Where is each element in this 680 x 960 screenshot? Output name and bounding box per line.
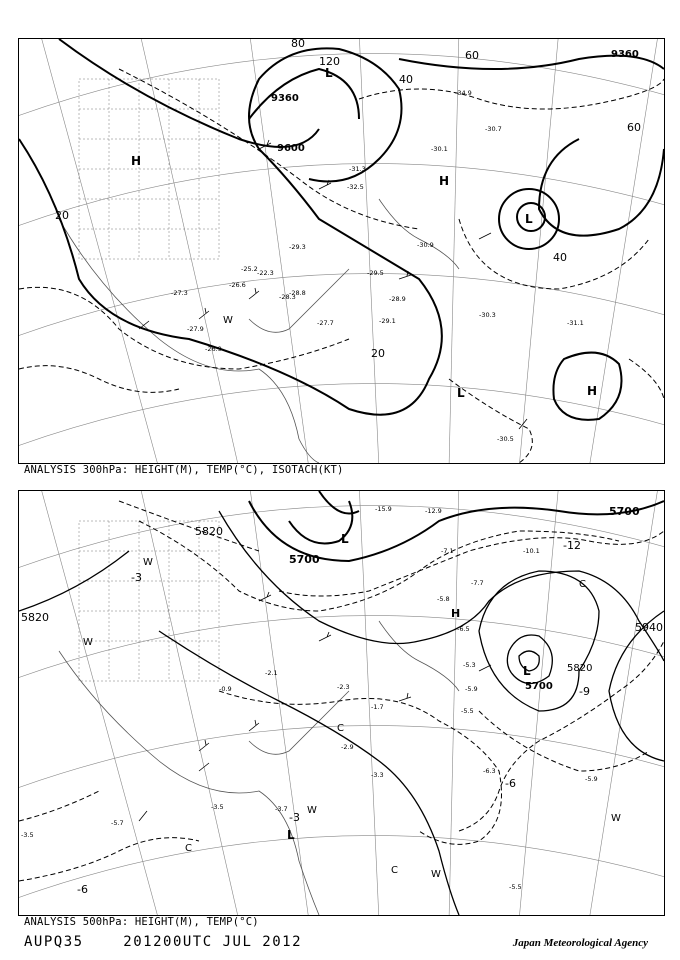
map-300hpa-svg: [19, 39, 664, 463]
low-center: L: [325, 66, 333, 80]
height-label: 5820: [21, 611, 49, 624]
station-temp: -3.7: [275, 805, 288, 813]
temp-value: -31.1: [567, 319, 584, 327]
temp-value: -30.3: [479, 311, 496, 319]
temp-value: -29.3: [289, 243, 306, 251]
caption-300hpa: ANALYSIS 300hPa: HEIGHT(M), TEMP(°C), ISOTACH(KT): [24, 464, 344, 476]
isotach-label: 20: [371, 347, 385, 360]
station-temp: -6.3: [483, 767, 496, 775]
isotach-label: 120: [319, 55, 340, 68]
height-contours-thin: [19, 511, 664, 915]
isotach-label: 40: [399, 73, 413, 86]
high-center: H: [451, 607, 461, 620]
station-temp: -3.3: [371, 771, 384, 779]
height-label: 5700: [289, 553, 320, 566]
analysis-300hpa-map: [18, 38, 665, 464]
warm-center: W: [143, 557, 153, 568]
high-center: H: [587, 384, 598, 398]
temp-value: -28.3: [279, 293, 296, 301]
isotach-label: 60: [627, 121, 641, 134]
temp-value: -30.1: [431, 145, 448, 153]
isotach-label: 80: [291, 39, 305, 50]
coastline: [59, 621, 459, 915]
station-temp: -0.9: [219, 685, 232, 693]
low-center: L: [457, 386, 465, 400]
high-center: H: [131, 154, 142, 168]
valid-time: 201200UTC JUL 2012: [123, 934, 303, 950]
warm-center: W: [307, 805, 317, 816]
station-temp: -15.9: [375, 505, 392, 513]
station-temp: -7.7: [471, 579, 484, 587]
map-500hpa-svg: [19, 491, 664, 915]
temp-value: -27.9: [187, 325, 204, 333]
temp-contour-label: -12: [563, 539, 581, 552]
height-label: 5820: [195, 525, 223, 538]
height-label: 9360: [611, 49, 639, 60]
temp-value: -30.9: [417, 241, 434, 249]
station-temp: -5.9: [465, 685, 478, 693]
low-center: L: [525, 212, 533, 226]
analysis-500hpa-map: [18, 490, 665, 916]
temp-value: -29.5: [367, 269, 384, 277]
temp-contour-label: -3: [131, 571, 142, 584]
low-center: L: [287, 828, 295, 842]
temp-value: -32.5: [347, 183, 364, 191]
height-label: 5820: [567, 663, 593, 674]
land-hatch: [79, 521, 219, 681]
height-label: 5700: [609, 505, 640, 518]
height-label: 9600: [277, 143, 305, 154]
wind-barbs: [139, 592, 491, 821]
height-label: 5700: [525, 681, 553, 692]
caption-500hpa: ANALYSIS 500hPa: HEIGHT(M), TEMP(°C): [24, 916, 259, 928]
cold-center: C: [185, 843, 192, 854]
temp-value: -31.3: [349, 165, 366, 173]
station-temp: -1.7: [371, 703, 384, 711]
station-temp: -5.8: [437, 595, 450, 603]
station-temp: -2.3: [337, 683, 350, 691]
cold-center: C: [391, 865, 398, 876]
warm-center: W: [431, 869, 441, 880]
isotach-label: 20: [55, 209, 69, 222]
temp-value: -28.9: [389, 295, 406, 303]
height-contours: [249, 491, 664, 561]
temp-value: -30.7: [485, 125, 502, 133]
coastline: [59, 199, 459, 463]
temp-value: -25.2: [241, 265, 258, 273]
temp-value: -27.7: [317, 319, 334, 327]
warm-center: W: [83, 637, 93, 648]
temp-contour-label: -6: [77, 883, 88, 896]
agency-name: Japan Meteorological Agency: [512, 937, 648, 949]
station-temp: -5.3: [463, 661, 476, 669]
isotach-label: 60: [465, 49, 479, 62]
station-temp: -2.1: [265, 669, 278, 677]
product-code: AUPQ35: [24, 934, 84, 950]
station-temp: -2.9: [341, 743, 354, 751]
warm-center: W: [611, 813, 621, 824]
low-center: L: [341, 532, 349, 546]
temp-value: -29.1: [379, 317, 396, 325]
high-center: H: [439, 174, 450, 188]
station-temp: -5.5: [509, 883, 522, 891]
temp-value: -26.6: [229, 281, 246, 289]
temp-value: -26.9: [205, 345, 222, 353]
product-id-and-time: [24, 934, 302, 950]
station-temp: -6.5: [457, 625, 470, 633]
height-label: 9360: [271, 93, 299, 104]
land-hatch: [79, 79, 219, 259]
temp-value: -27.3: [171, 289, 188, 297]
cold-center: C: [337, 723, 344, 734]
low-center: L: [523, 664, 531, 678]
station-temp: -3.5: [21, 831, 34, 839]
station-temp: -12.9: [425, 507, 442, 515]
station-temp: -7.1: [441, 547, 454, 555]
height-label: 5940: [635, 621, 663, 634]
isotach-label: 40: [553, 251, 567, 264]
temp-contour-label: -6: [505, 777, 516, 790]
temp-contour-label: -9: [579, 685, 590, 698]
station-temp: -5.7: [111, 819, 124, 827]
graticule: [19, 39, 664, 463]
temp-contour-label: -3: [289, 811, 300, 824]
temp-value: -34.9: [455, 89, 472, 97]
station-temp: -10.1: [523, 547, 540, 555]
station-temp: -3.5: [211, 803, 224, 811]
temp-value: -28.8: [289, 289, 306, 297]
cold-center: C: [579, 579, 586, 590]
station-temp: -5.9: [585, 775, 598, 783]
temp-value: -30.5: [497, 435, 514, 443]
warm-center: W: [223, 315, 233, 326]
station-temp: -5.5: [461, 707, 474, 715]
temp-value: -22.3: [257, 269, 274, 277]
